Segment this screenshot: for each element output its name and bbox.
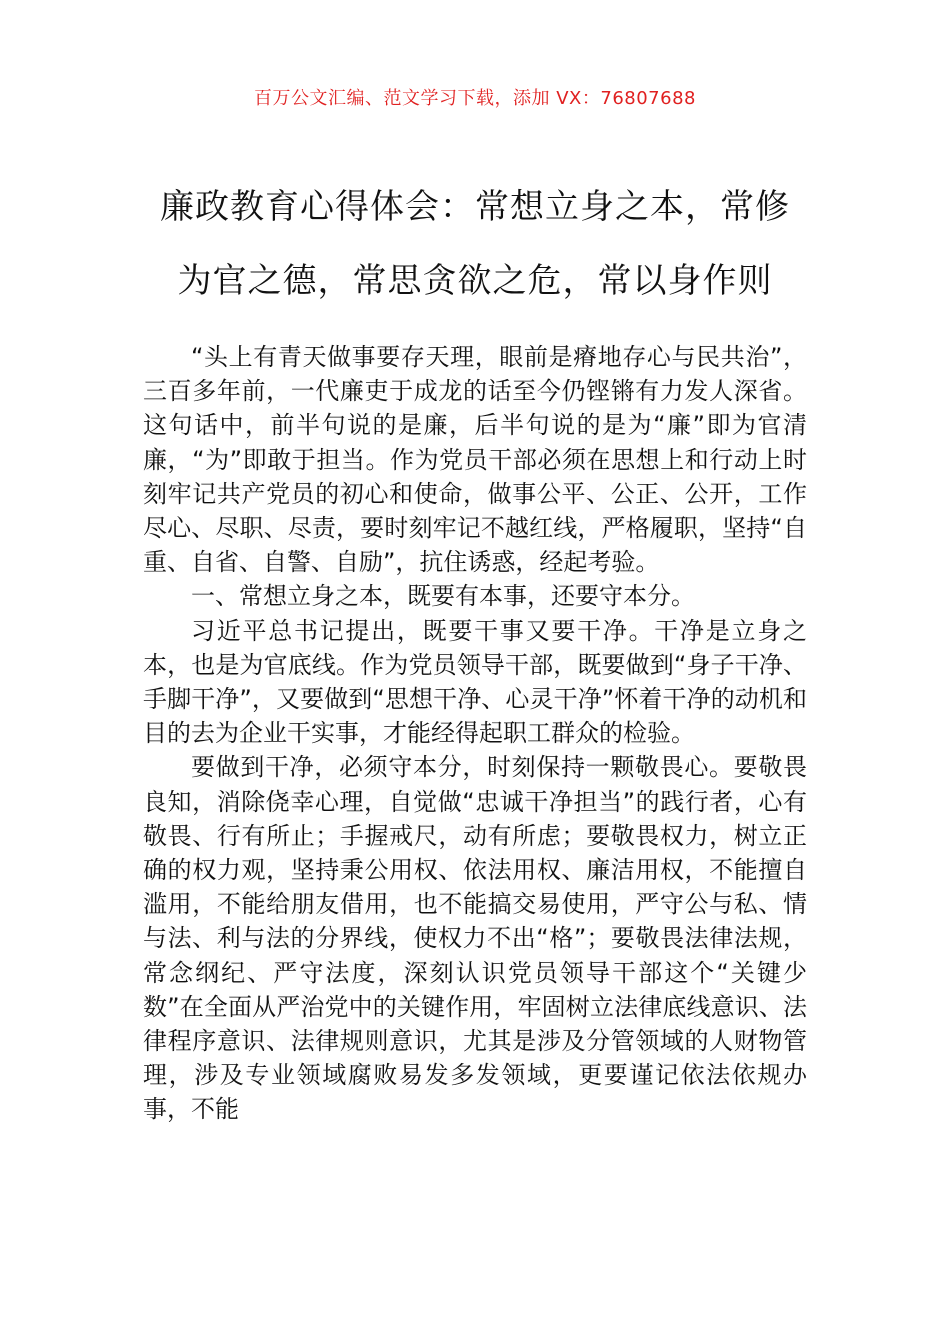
header-note: 百万公文汇编、范文学习下载，添加 VX：76807688 bbox=[254, 88, 696, 109]
paragraph-2: 习近平总书记提出，既要干事又要干净。干净是立身之本，也是为官底线。作为党员领导干部，既要做到“身子干净、手脚干净”，又要做到“思想干净、心灵干净”怀着干净的动机和目的去为企业干实事，才能经得起职工群众的检验。 bbox=[143, 616, 807, 748]
document-body bbox=[143, 340, 807, 1127]
paragraph-intro: “头上有青天做事要存天理，眼前是瘠地存心与民共治”，三百多年前，一代廉吏于成龙的话至今仍铿锵有力发人深省。这句话中，前半句说的是廉，后半句说的是为“廉”即为官清廉，“为”即敢于担当。作为党员干部必须在思想上和行动上时刻牢记共产党员的初心和使命，做事公平、公正、公开，工作尽心、尽职、尽责，要时刻牢记不越红线，严格履职，坚持“自重、自省、自警、自励”，抗住诱惑，经起考验。 bbox=[143, 343, 807, 577]
section-heading-1: 一、常想立身之本，既要有本事，还要守本分。 bbox=[191, 582, 695, 611]
document-title bbox=[60, 170, 890, 318]
title-line-1: 廉政教育心得体会：常想立身之本，常修 bbox=[160, 187, 790, 227]
paragraph-3: 要做到干净，必须守本分，时刻保持一颗敬畏心。要敬畏良知，消除侥幸心理，自觉做“忠诚干净担当”的践行者，心有敬畏、行有所止；手握戒尺，动有所虑；要敬畏权力，树立正确的权力观，坚持秉公用权、依法用权、廉洁用权，不能擅自滥用，不能给朋友借用，也不能搞交易使用，严守公与私、情与法、利与法的分界线，使权力不出“格”；要敬畏法律法规，常念纲纪、严守法度，深刻认识党员领导干部这个“关键少数”在全面从严治党中的关键作用，牢固树立法律底线意识、法律程序意识、法律规则意识，尤其是涉及分管领域的人财物管理，涉及专业领域腐败易发多发领域，更要谨记依法依规办事，不能 bbox=[143, 753, 807, 1124]
title-line-2: 为官之德，常思贪欲之危，常以身作则 bbox=[177, 261, 773, 301]
